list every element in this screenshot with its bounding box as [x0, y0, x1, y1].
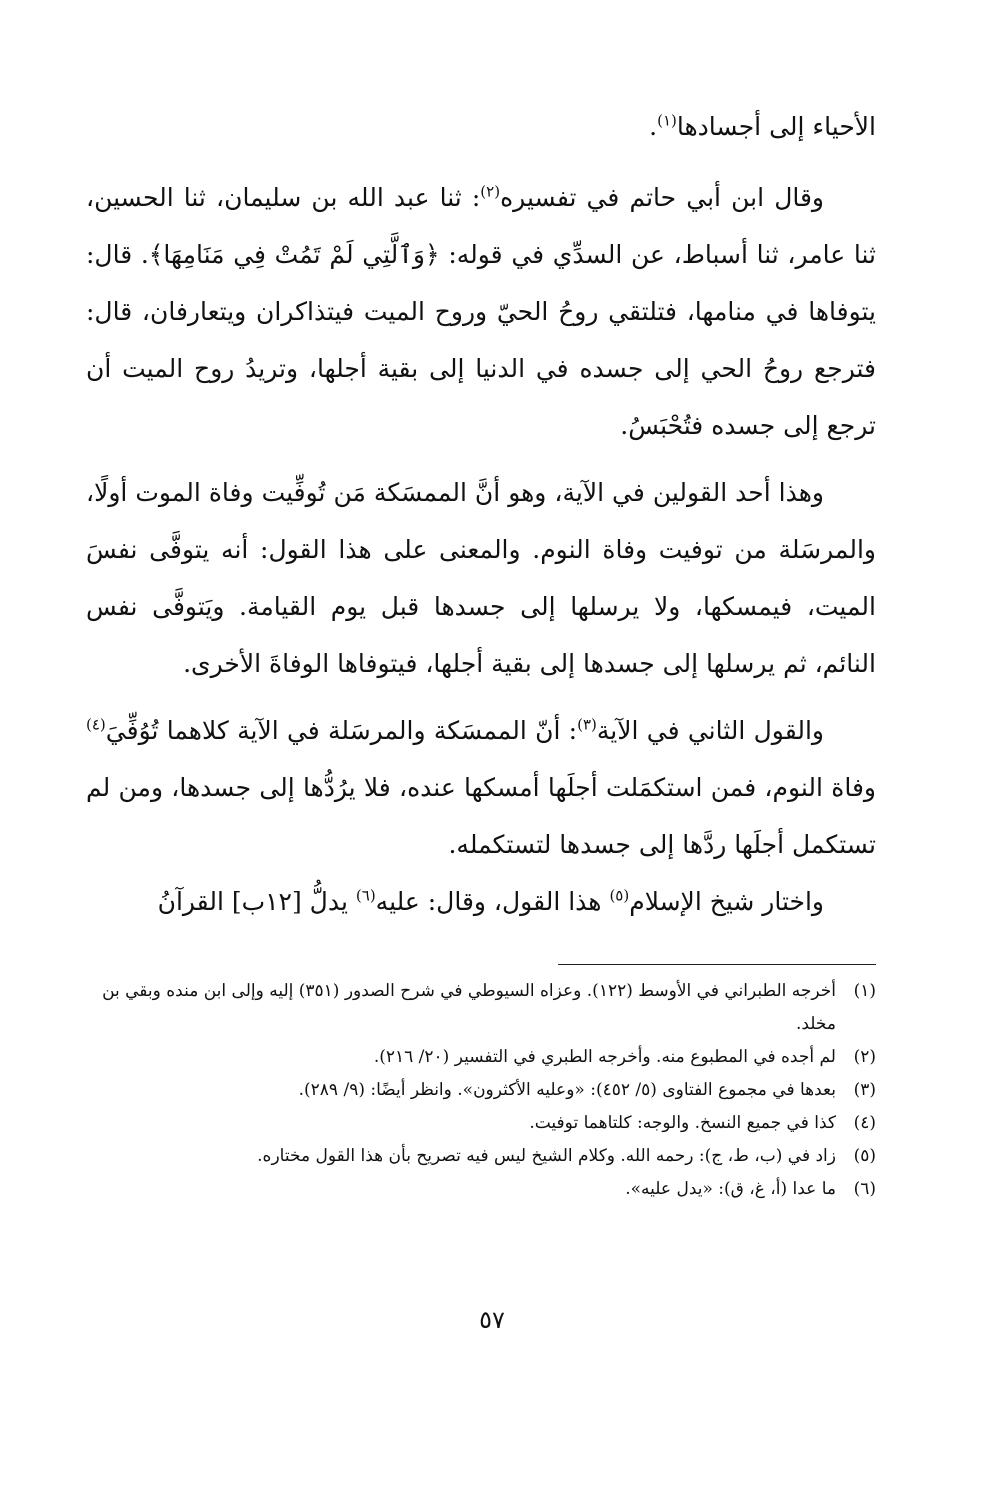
footnote-ref: (٤)	[86, 715, 106, 734]
book-page	[86, 98, 876, 1485]
footnote-text: ما عدا (أ، غ، ق): «يدل عليه».	[625, 1179, 836, 1199]
footnote-item	[86, 1041, 876, 1074]
paragraph-text: : ثنا عبد الله بن سليمان، ثنا الحسين، ثنا عامر، ثنا أسباط، عن السدِّي في قوله: ﴿وَٱلَّتِي لَمْ تَمُتْ فِي مَنَامِهَا﴾. قال: يتوفاها في منامها، فتلتقي روحُ الحيّ وروح الميت فيتذاكران ويتعارفان، قال: فترجع روحُ الحي إلى جسده في الدنيا إلى بقية أجلها، وتريدُ روح الميت أن ترجع إلى جسده فتُحْبَسُ.	[86, 183, 876, 440]
footnote-ref: (٦)	[355, 886, 376, 905]
paragraph-second-opinion	[86, 702, 876, 873]
footnote-text: بعدها في مجموع الفتاوى (٥/ ٤٥٢): «وعليه الأكثرون». وانظر أيضًا: (٩/ ٢٨٩).	[298, 1080, 836, 1100]
footnote-ref: (٣)	[577, 715, 597, 734]
paragraph-text: : أنّ الممسَكة والمرسَلة في الآية كلاهما تُوُفِّيَ	[105, 716, 578, 745]
footnote-text: لم أجده في المطبوع منه. وأخرجه الطبري في التفسير (٢٠/ ٢١٦).	[373, 1047, 836, 1067]
footnote-item	[86, 1173, 876, 1206]
paragraph-ibn-abi-hatim	[86, 169, 876, 454]
paragraph-text: يدلُّ [١٢ب] القرآنُ	[157, 887, 356, 916]
footnote-item	[86, 975, 876, 1041]
footnotes-list	[86, 975, 876, 1206]
footnote-item	[86, 1074, 876, 1107]
footnote-item	[86, 1140, 876, 1173]
paragraph-text: الأحياء إلى أجسادها	[676, 112, 876, 141]
footnote-divider	[558, 964, 876, 965]
paragraph-text: وهذا أحد القولين في الآية، وهو أنَّ الممسَكة مَن تُوفِّيت وفاة الموت أولًا، والمرسَلة من توفيت وفاة النوم. والمعنى على هذا القول: أنه يتوفَّى نفسَ الميت، فيمسكها، ولا يرسلها إلى جسدها قبل يوم القيامة. ويَتوفَّى نفس النائم، ثم يرسلها إلى جسدها إلى بقية أجلها، فيتوفاها الوفاةَ الأخرى.	[86, 478, 876, 678]
footnote-ref: (٢)	[480, 182, 501, 201]
paragraph-continuation	[86, 98, 876, 155]
footnote-text: زاد في (ب، ط، ج): رحمه الله. وكلام الشيخ ليس فيه تصريح بأن هذا القول مختاره.	[257, 1146, 836, 1166]
footnote-number: (١)	[853, 981, 876, 1001]
footnote-number: (٦)	[853, 1179, 876, 1199]
paragraph-text: والقول الثاني في الآية	[596, 716, 825, 745]
paragraph-first-opinion	[86, 464, 876, 692]
footnote-ref: (١)	[657, 111, 677, 130]
page-number: ٥٧	[479, 1306, 505, 1334]
footnote-number: (٥)	[853, 1146, 876, 1166]
footnote-number: (٣)	[853, 1080, 876, 1100]
footnote-number: (٢)	[853, 1047, 876, 1067]
footnote-text: أخرجه الطبراني في الأوسط (١٢٢). وعزاه السيوطي في شرح الصدور (٣٥١) إليه وإلى ابن منده وبقي بن مخلد.	[102, 981, 836, 1034]
paragraph-shaykh-al-islam	[86, 873, 876, 930]
paragraph-text: وقال ابن أبي حاتم في تفسيره	[500, 183, 824, 212]
paragraph-text: واختار شيخ الإسلام	[629, 887, 824, 916]
footnote-text: كذا في جميع النسخ. والوجه: كلتاهما توفيت.	[529, 1113, 836, 1133]
paragraph-text: هذا القول، وقال: عليه	[375, 887, 610, 916]
footnote-number: (٤)	[853, 1113, 876, 1133]
paragraph-text: وفاة النوم، فمن استكمَلت أجلَها أمسكها عنده، فلا يرُدُّها إلى جسدها، ومن لم تستكمل أجلَها ردَّها إلى جسدها لتستكمله.	[86, 773, 876, 859]
footnote-ref: (٥)	[609, 886, 630, 905]
punctuation: .	[649, 112, 658, 141]
footnote-item	[86, 1107, 876, 1140]
